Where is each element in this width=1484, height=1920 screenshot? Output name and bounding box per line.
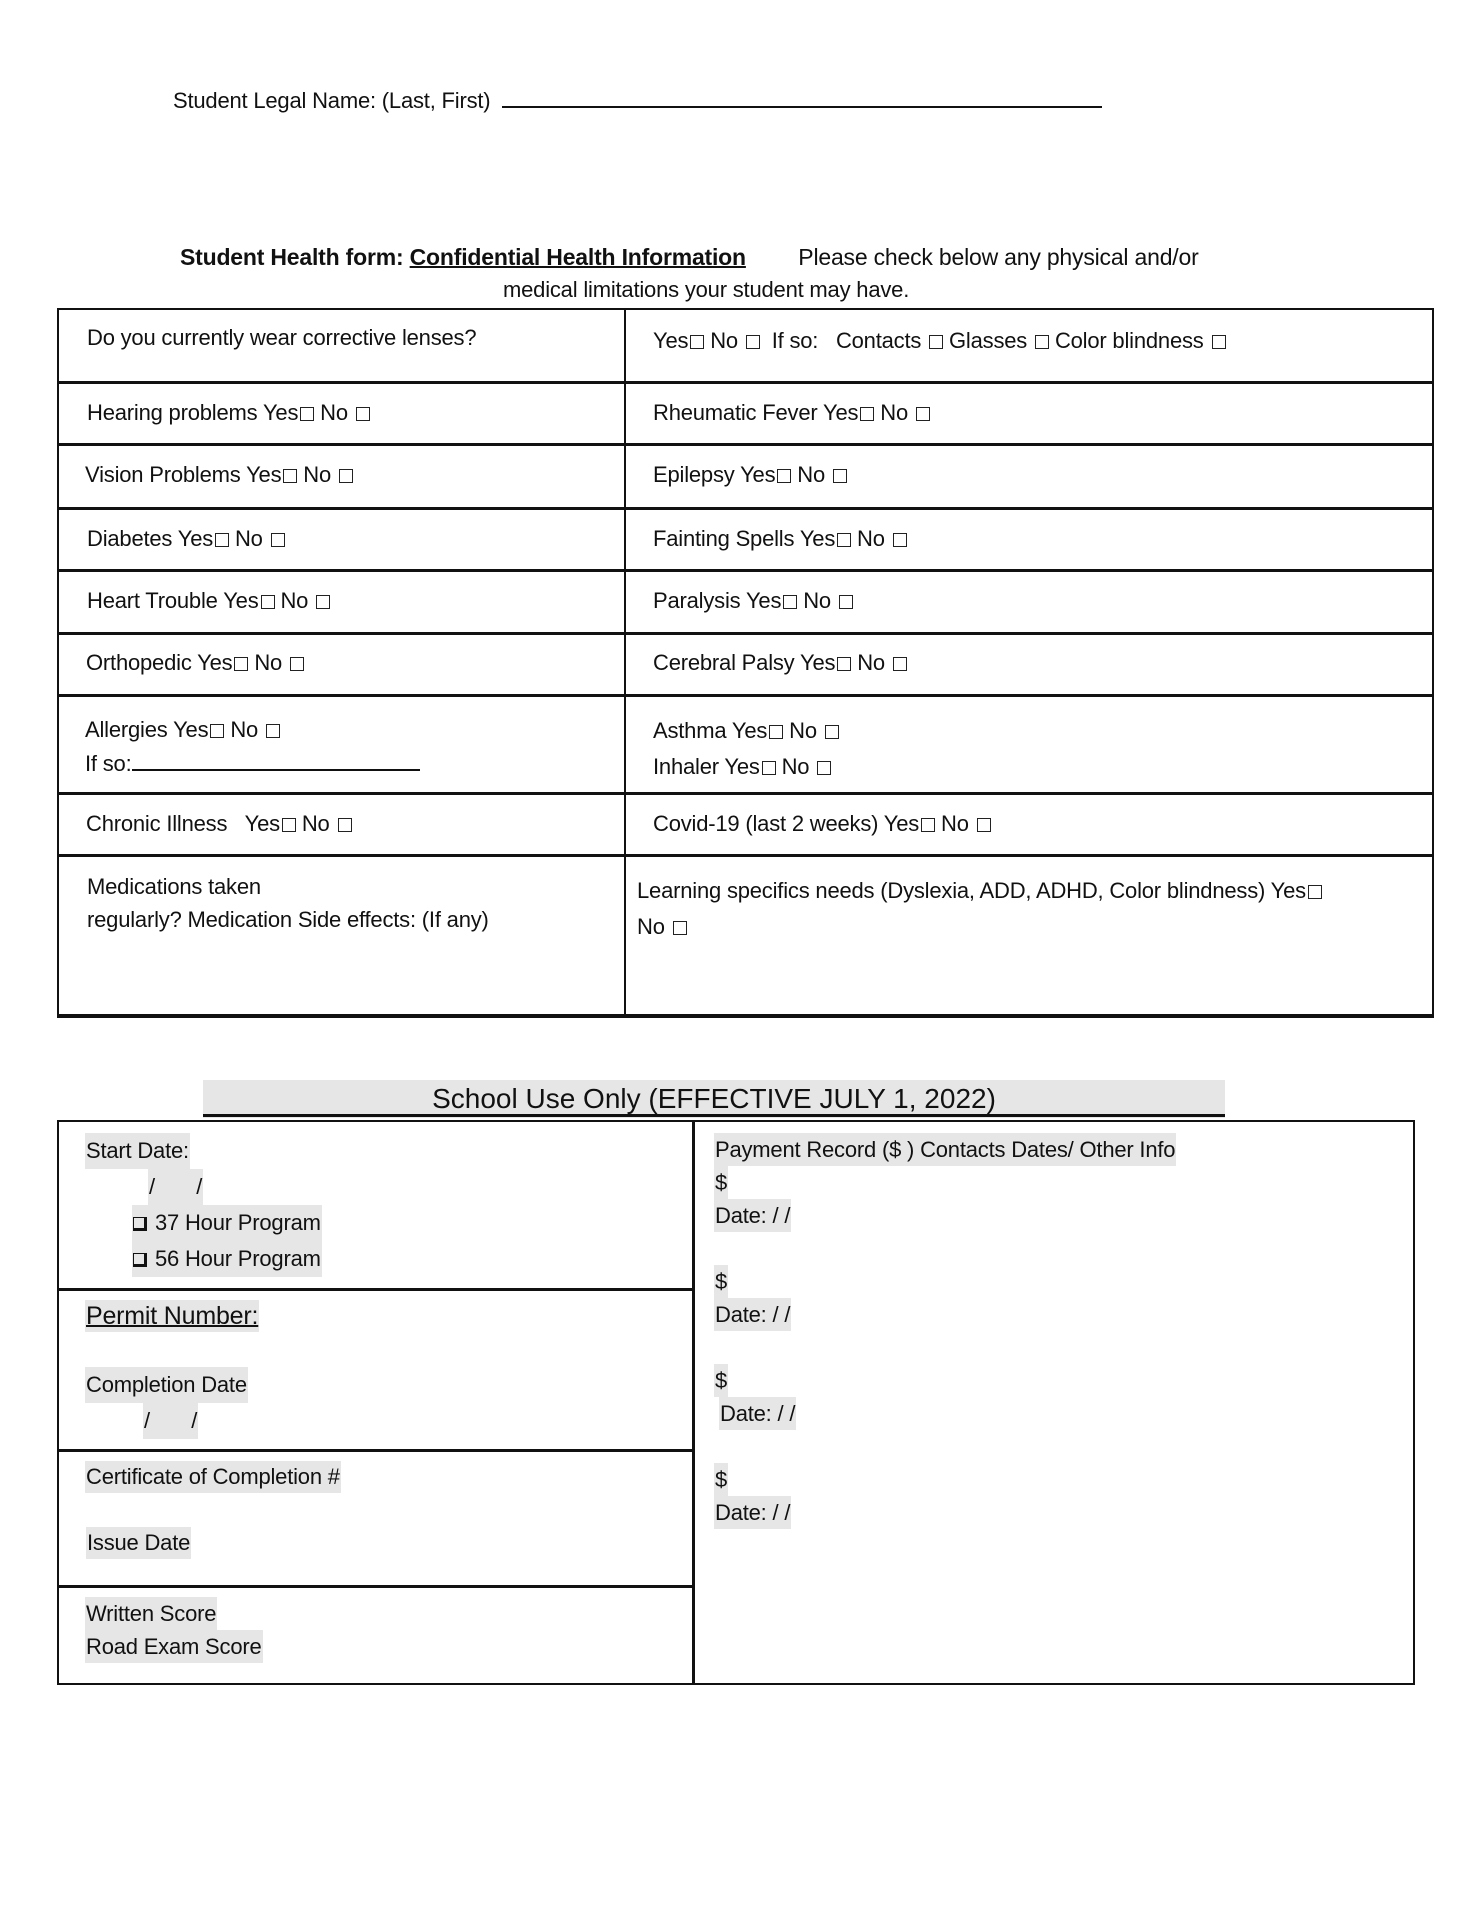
no-label: No — [320, 400, 348, 425]
no-label: No — [789, 718, 817, 743]
yes-label: Yes — [244, 811, 280, 836]
yes-checkbox[interactable] — [215, 533, 229, 547]
condition-label: Orthopedic — [86, 650, 192, 675]
condition-label: Fainting Spells — [653, 526, 795, 551]
student-name-input[interactable] — [502, 88, 1102, 108]
health-row-asthma — [653, 713, 839, 785]
payment-record-section — [714, 1133, 1176, 1529]
yes-label: Yes — [1270, 878, 1306, 903]
no-label: No — [280, 588, 309, 613]
payment-date[interactable]: Date: / / — [714, 1496, 791, 1529]
condition-label: Chronic Illness — [86, 811, 228, 836]
yes-label: Yes — [173, 717, 209, 742]
health-table-divider — [624, 308, 626, 1018]
no-label: No — [803, 588, 831, 613]
road-exam-score-label: Road Exam Score — [85, 1630, 263, 1663]
condition-label: Allergies — [85, 717, 168, 742]
health-row-heart-trouble — [87, 588, 330, 614]
payment-entry — [714, 1265, 1176, 1331]
yes-label: Yes — [262, 400, 299, 425]
yes-checkbox[interactable] — [283, 469, 297, 483]
start-date-section — [85, 1133, 322, 1277]
if-so-label: If so: — [771, 328, 819, 353]
health-row-vision — [85, 462, 353, 488]
certificate-section — [85, 1461, 341, 1493]
school-use-title-underline — [203, 1114, 1225, 1117]
yes-label: Yes — [800, 650, 836, 675]
allergies-line — [85, 713, 420, 747]
yes-checkbox[interactable] — [921, 818, 935, 832]
row-divider — [57, 569, 1434, 572]
no-label: No — [797, 462, 826, 487]
yes-checkbox[interactable] — [860, 407, 874, 421]
row-divider — [57, 792, 1434, 795]
health-row-allergies — [85, 713, 420, 781]
yes-label: Yes — [177, 526, 214, 551]
condition-label: Hearing problems — [87, 400, 258, 425]
yes-label: Yes — [823, 400, 859, 425]
yes-label: Yes — [883, 811, 920, 836]
health-row-corrective-lenses-question — [87, 325, 476, 351]
program-label: 37 Hour Program — [155, 1210, 321, 1235]
no-label: No — [710, 328, 738, 353]
yes-checkbox[interactable] — [777, 469, 791, 483]
no-checkbox[interactable] — [893, 533, 907, 547]
no-label: No — [941, 811, 969, 836]
row-divider — [57, 1585, 694, 1588]
health-row-diabetes — [87, 526, 285, 552]
health-form-title-underlined: Confidential Health Information — [409, 244, 746, 270]
no-checkbox[interactable] — [266, 724, 280, 738]
yes-checkbox[interactable] — [282, 818, 296, 832]
no-label: No — [781, 754, 810, 779]
health-row-fainting-spells — [653, 526, 907, 552]
health-form-title — [180, 244, 1199, 270]
condition-label: Heart Trouble — [87, 588, 218, 613]
yes-label: Yes — [197, 650, 233, 675]
health-row-corrective-lenses-answers — [653, 328, 1226, 354]
program-37-hour[interactable] — [132, 1205, 322, 1241]
no-checkbox[interactable] — [977, 818, 991, 832]
condition-label: Covid-19 (last 2 weeks) — [653, 811, 879, 836]
glasses-label: Glasses — [949, 328, 1028, 353]
permit-number-label: Permit Number: — [86, 1302, 259, 1330]
row-divider — [57, 854, 1434, 857]
health-form-instruction-line2: medical limitations your student may have. — [503, 277, 910, 302]
no-checkbox[interactable] — [673, 921, 687, 935]
issue-date-label: Issue Date — [86, 1527, 191, 1559]
certificate-number-label: Certificate of Completion # — [85, 1461, 341, 1493]
yes-checkbox[interactable] — [210, 724, 224, 738]
no-label: No — [301, 811, 330, 836]
yes-checkbox[interactable] — [300, 407, 314, 421]
payment-date[interactable]: Date: / / — [714, 1199, 791, 1232]
no-checkbox[interactable] — [833, 469, 847, 483]
condition-label: Epilepsy — [653, 462, 735, 487]
health-form-instruction: Please check below any physical and/or — [798, 244, 1199, 270]
no-checkbox[interactable] — [339, 469, 353, 483]
inhaler-label: Inhaler — [653, 754, 719, 779]
no-label: No — [637, 914, 665, 939]
payment-amount[interactable]: $ — [714, 1463, 728, 1496]
no-checkbox[interactable] — [290, 657, 304, 671]
health-row-medications — [87, 870, 489, 936]
no-checkbox[interactable] — [825, 725, 839, 739]
no-label: No — [880, 400, 908, 425]
medications-label-line1: Medications taken — [87, 874, 261, 899]
no-checkbox[interactable] — [839, 595, 853, 609]
condition-label: Asthma — [653, 718, 727, 743]
condition-label: Learning specifics needs (Dyslexia, ADD, ADHD, Color blindness) — [637, 878, 1266, 903]
condition-label: Paralysis — [653, 588, 741, 613]
row-divider — [57, 694, 1434, 697]
yes-label: Yes — [745, 588, 782, 613]
yes-label: Yes — [653, 328, 689, 353]
payment-record-header: Payment Record ($ ) Contacts Dates/ Other Info — [714, 1133, 1176, 1166]
row-divider — [57, 632, 1434, 635]
color-blindness-checkbox[interactable] — [1212, 335, 1226, 349]
no-label: No — [230, 717, 259, 742]
health-row-epilepsy — [653, 462, 847, 488]
inhaler-yes-checkbox[interactable] — [762, 761, 776, 775]
yes-checkbox[interactable] — [837, 533, 851, 547]
yes-label: Yes — [740, 462, 776, 487]
payment-entry — [714, 1166, 1176, 1232]
health-row-learning-needs — [637, 873, 1417, 945]
health-row-paralysis — [653, 588, 853, 614]
yes-checkbox[interactable] — [769, 725, 783, 739]
completion-date-input[interactable]: / / — [143, 1403, 198, 1439]
yes-checkbox[interactable] — [837, 657, 851, 671]
payment-amount[interactable]: $ — [714, 1265, 728, 1298]
row-divider — [57, 1288, 694, 1291]
condition-label: Rheumatic Fever — [653, 400, 818, 425]
issue-date-section — [86, 1527, 191, 1559]
checkbox-icon — [133, 1253, 147, 1267]
no-label: No — [857, 650, 885, 675]
no-checkbox[interactable] — [316, 595, 330, 609]
allergies-if-so-line — [85, 747, 420, 781]
health-row-cerebral-palsy — [653, 650, 907, 676]
health-row-orthopedic — [86, 650, 304, 676]
inhaler-no-checkbox[interactable] — [817, 761, 831, 775]
glasses-checkbox[interactable] — [1035, 335, 1049, 349]
no-checkbox[interactable] — [356, 407, 370, 421]
payment-date[interactable]: Date: / / — [714, 1298, 791, 1331]
payment-entry — [714, 1364, 1176, 1430]
completion-date-section — [85, 1367, 248, 1439]
payment-date[interactable]: Date: / / — [719, 1397, 796, 1430]
school-use-title: School Use Only (EFFECTIVE JULY 1, 2022) — [432, 1083, 996, 1114]
condition-label: Vision Problems — [85, 462, 241, 487]
program-56-hour[interactable] — [132, 1241, 322, 1277]
row-divider — [57, 507, 1434, 510]
no-checkbox[interactable] — [338, 818, 352, 832]
start-date-input[interactable]: / / — [148, 1169, 203, 1205]
row-divider — [57, 381, 1434, 384]
allergies-details-input[interactable] — [132, 751, 420, 771]
health-row-covid-19 — [653, 811, 991, 837]
row-divider — [57, 1014, 1434, 1018]
contacts-label: Contacts — [835, 328, 922, 353]
written-score-label: Written Score — [85, 1597, 217, 1630]
no-checkbox[interactable] — [271, 533, 285, 547]
inhaler-line — [653, 749, 839, 785]
condition-label: Diabetes — [87, 526, 173, 551]
program-label: 56 Hour Program — [155, 1246, 321, 1271]
medications-label-line2: regularly? Medication Side effects: (If any) — [87, 907, 489, 932]
yes-label: Yes — [724, 754, 760, 779]
asthma-line — [653, 713, 839, 749]
yes-checkbox[interactable] — [783, 595, 797, 609]
health-row-rheumatic-fever — [653, 400, 930, 426]
checkbox-icon — [133, 1217, 147, 1231]
yes-label: Yes — [246, 462, 282, 487]
row-divider — [57, 443, 1434, 446]
yes-checkbox[interactable] — [690, 335, 704, 349]
student-name-field — [173, 88, 1102, 114]
payment-entry — [714, 1463, 1176, 1529]
start-date-label: Start Date: — [85, 1133, 190, 1169]
scores-section — [85, 1597, 263, 1663]
medications-input-area[interactable] — [60, 940, 620, 1010]
permit-section — [85, 1300, 259, 1332]
no-label: No — [303, 462, 332, 487]
yes-label: Yes — [731, 718, 768, 743]
no-label: No — [857, 526, 885, 551]
health-row-hearing — [87, 400, 370, 426]
no-checkbox[interactable] — [893, 657, 907, 671]
contacts-checkbox[interactable] — [929, 335, 943, 349]
no-label: No — [254, 650, 283, 675]
condition-label: Cerebral Palsy — [653, 650, 795, 675]
payment-amount[interactable]: $ — [714, 1166, 728, 1199]
yes-checkbox[interactable] — [1308, 885, 1322, 899]
no-checkbox[interactable] — [916, 407, 930, 421]
no-label: No — [234, 526, 263, 551]
completion-date-label: Completion Date — [85, 1367, 248, 1403]
if-so-label: If so: — [85, 751, 132, 776]
yes-label: Yes — [799, 526, 836, 551]
yes-label: Yes — [223, 588, 259, 613]
no-checkbox[interactable] — [746, 335, 760, 349]
health-form-title-prefix: Student Health form: — [180, 244, 410, 270]
color-blindness-label: Color blindness — [1054, 328, 1204, 353]
health-row-chronic-illness — [86, 811, 352, 837]
yes-checkbox[interactable] — [261, 595, 275, 609]
student-name-label: Student Legal Name: (Last, First) — [173, 88, 491, 113]
yes-checkbox[interactable] — [234, 657, 248, 671]
question-label: Do you currently wear corrective lenses? — [87, 325, 477, 350]
row-divider — [57, 1449, 694, 1452]
payment-amount[interactable]: $ — [714, 1364, 728, 1397]
school-use-divider — [692, 1120, 695, 1685]
